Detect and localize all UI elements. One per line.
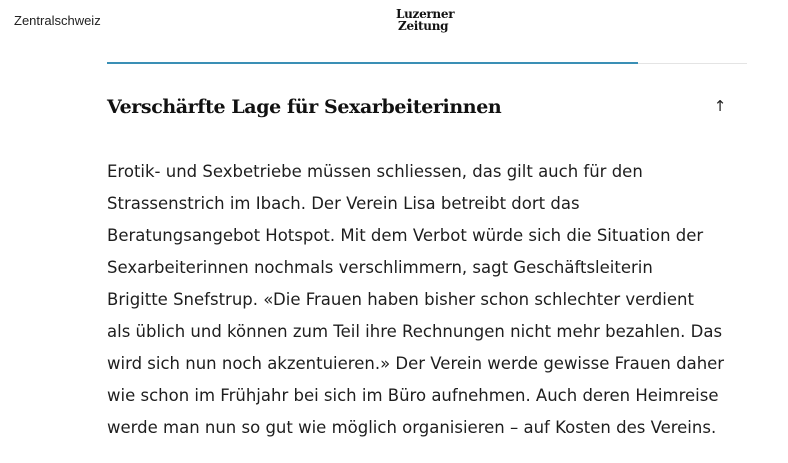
paragraph-line: wird sich nun noch akzentuieren.» Der Verein werde gewisse Frauen daher [107, 354, 725, 373]
paragraph-line: Brigitte Snefstrup. «Die Frauen haben bisher schon schlechter verdient [107, 290, 694, 309]
luzerner-zeitung-logo[interactable] [396, 8, 460, 32]
paragraph-line: werde man nun so gut wie möglich organisieren – auf Kosten des Vereins. [107, 418, 717, 437]
paragraph-line: Beratungsangebot Hotspot. Mit dem Verbot würde sich die Situation der [107, 226, 704, 245]
paragraph-line: als üblich und können zum Teil ihre Rechnungen nicht mehr bezahlen. Das [107, 322, 723, 341]
arrow-up-icon[interactable]: ↑ [713, 97, 727, 115]
top-bar [0, 0, 788, 46]
paragraph-line: Sexarbeiterinnen nochmals verschlimmern, sagt Geschäftsleiterin [107, 258, 653, 277]
article-subheading: Verschärfte Lage für Sexarbeiterinnen [107, 96, 502, 118]
paragraph-line: Erotik- und Sexbetriebe müssen schliessen, das gilt auch für den [107, 162, 643, 181]
paragraph-line: wie schon im Frühjahr bei sich im Büro aufnehmen. Auch deren Heimreise [107, 386, 719, 405]
logo-line-1: Luzerner [396, 7, 455, 21]
paragraph-line: Strassenstrich im Ibach. Der Verein Lisa betreibt dort das [107, 194, 580, 213]
logo-line-2: Zeitung [398, 19, 449, 33]
article-paragraph [107, 156, 757, 444]
section-link-zentralschweiz[interactable]: Zentralschweiz [14, 13, 101, 28]
reading-progress-fill [107, 62, 638, 64]
reading-progress-bar [107, 63, 747, 64]
